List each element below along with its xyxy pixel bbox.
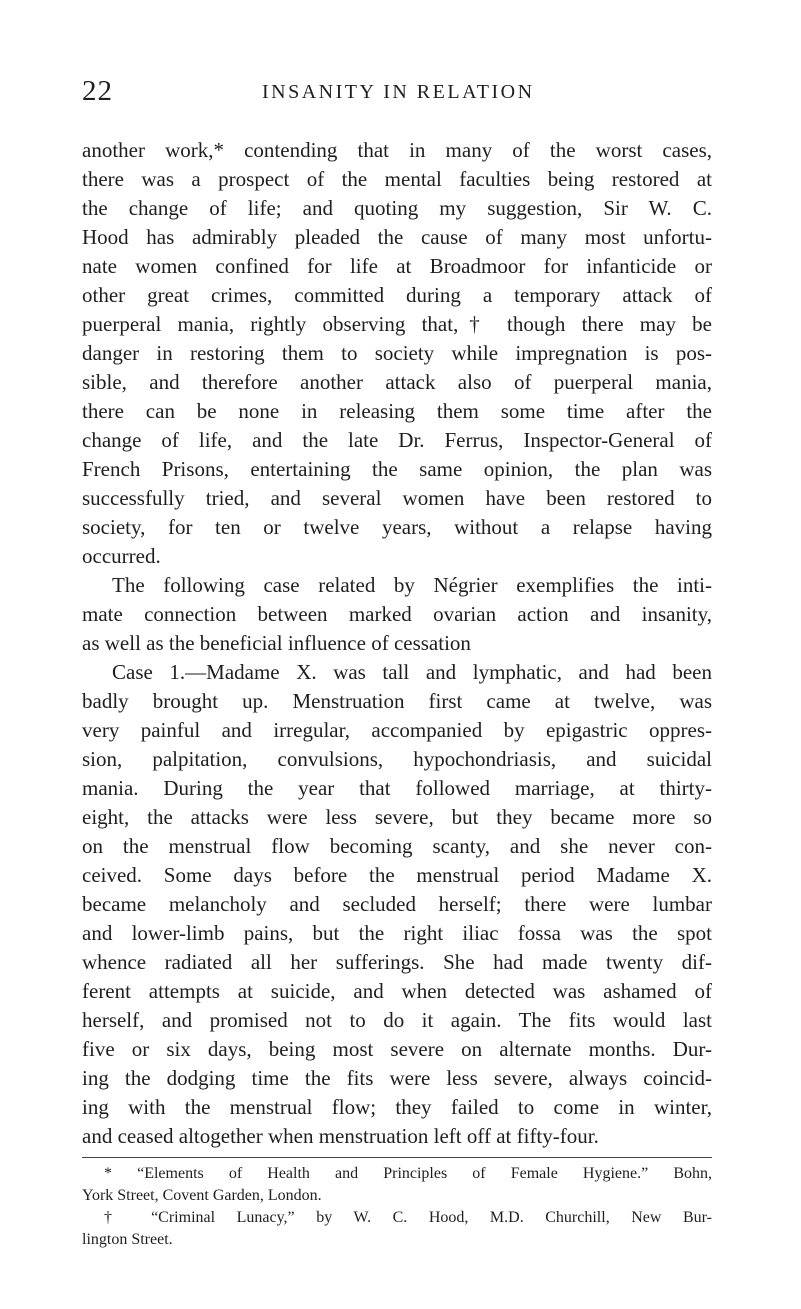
footnote-line: York Street, Covent Garden, London. [82, 1187, 322, 1204]
body-line: other great crimes, committed during a temporary attack of [82, 283, 712, 307]
body-line: ferent attempts at suicide, and when detected was ashamed of [82, 979, 712, 1003]
body-line: danger in restoring them to society while impregnation is pos- [82, 341, 712, 365]
body-line: successfully tried, and several women have been restored to [82, 486, 712, 510]
footnote-line: * “Elements of Health and Principles of Female Hygiene.” Bohn, [104, 1165, 712, 1182]
body-line: ing the dodging time the fits were less severe, always coincid- [82, 1066, 712, 1090]
body-line: ing with the menstrual flow; they failed to come in winter, [82, 1095, 712, 1119]
body-line: mate connection between marked ovarian action and insanity, [82, 602, 712, 626]
body-line: another work,* contending that in many of the worst cases, [82, 138, 712, 162]
footnote-rule [82, 1157, 712, 1158]
body-line: there was a prospect of the mental faculties being restored at [82, 167, 712, 191]
body-line: The following case related by Négrier exemplifies the inti- [112, 573, 712, 597]
body-line: change of life, and the late Dr. Ferrus, Inspector-General of [82, 428, 712, 452]
body-line: mania. During the year that followed marriage, at thirty- [82, 776, 712, 800]
body-line: became melancholy and secluded herself; there were lumbar [82, 892, 712, 916]
body-line: badly brought up. Menstruation first came at twelve, was [82, 689, 712, 713]
body-line: the change of life; and quoting my suggestion, Sir W. C. [82, 196, 712, 220]
body-line: society, for ten or twelve years, without a relapse having [82, 515, 712, 539]
body-line: there can be none in releasing them some time after the [82, 399, 712, 423]
case-heading-line: Case 1.—Madame X. was tall and lymphatic, and had been [112, 660, 712, 684]
body-line: eight, the attacks were less severe, but they became more so [82, 805, 712, 829]
body-line: Hood has admirably pleaded the cause of many most unfortu- [82, 225, 712, 249]
running-head: INSANITY IN RELATION [262, 81, 535, 103]
body-line: French Prisons, entertaining the same opinion, the plan was [82, 457, 712, 481]
body-line: on the menstrual flow becoming scanty, and she never con- [82, 834, 712, 858]
body-line: five or six days, being most severe on alternate months. Dur- [82, 1037, 712, 1061]
body-line: puerperal mania, rightly observing that,† though there may be [82, 312, 712, 336]
body-line: sible, and therefore another attack also of puerperal mania, [82, 370, 712, 394]
footnote-line: lington Street. [82, 1231, 173, 1248]
body-line: whence radiated all her sufferings. She had made twenty dif- [82, 950, 712, 974]
body-line: and lower-limb pains, but the right iliac fossa was the spot [82, 921, 712, 945]
page-number: 22 [82, 75, 113, 107]
body-line: nate women confined for life at Broadmoor for infanticide or [82, 254, 712, 278]
body-line: herself, and promised not to do it again. The fits would last [82, 1008, 712, 1032]
body-line: and ceased altogether when menstruation left off at fifty-four. [82, 1124, 599, 1148]
body-line: sion, palpitation, convulsions, hypochondriasis, and suicidal [82, 747, 712, 771]
body-line: ceived. Some days before the menstrual period Madame X. [82, 863, 712, 887]
page-header [82, 74, 712, 114]
footnote-line: † “Criminal Lunacy,” by W. C. Hood, M.D. Churchill, New Bur- [104, 1209, 712, 1226]
body-line: occurred. [82, 544, 161, 568]
body-line: as well as the beneficial influence of cessation [82, 631, 471, 655]
body-line: very painful and irregular, accompanied by epigastric oppres- [82, 718, 712, 742]
